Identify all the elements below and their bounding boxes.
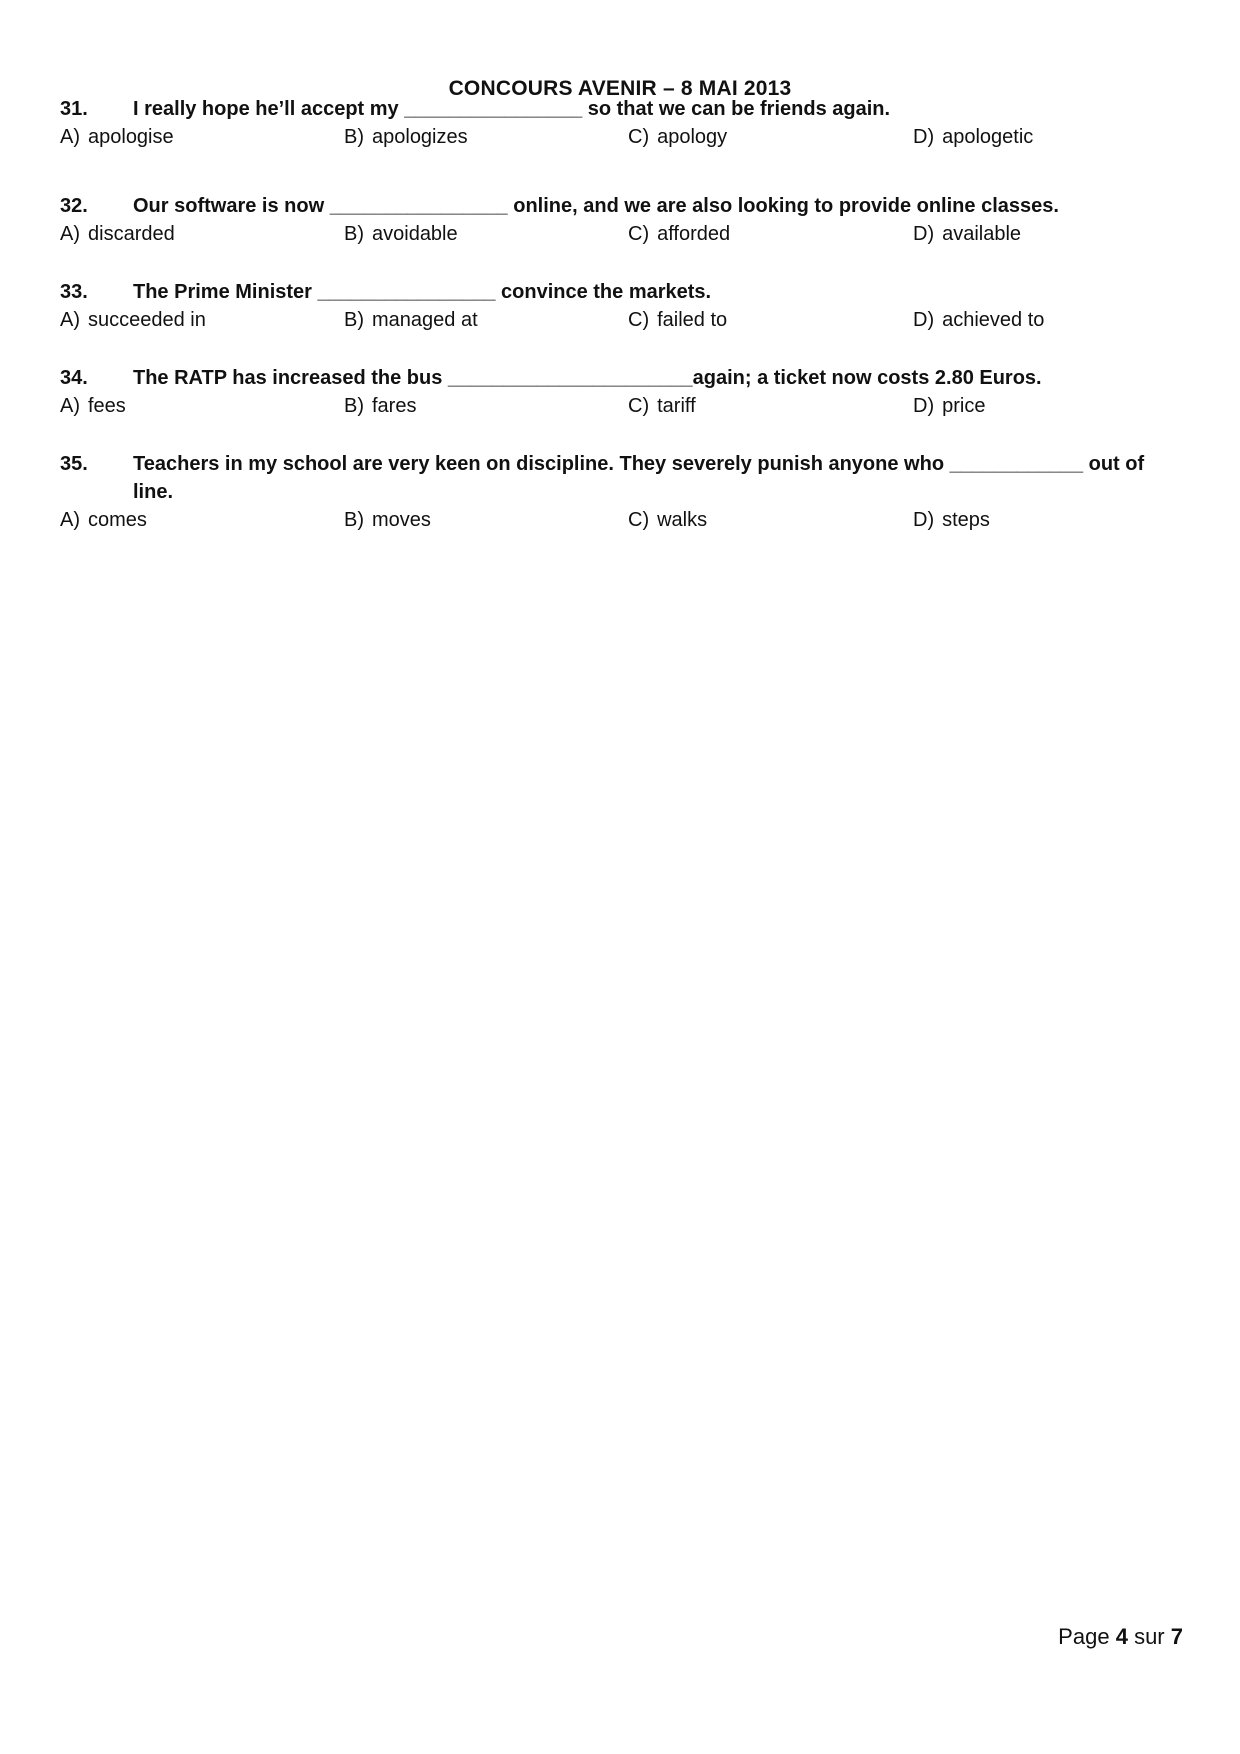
option-letter: C) [628,223,650,245]
option-b [344,506,431,534]
option-letter: D) [913,126,935,148]
option-text: apology [657,126,728,148]
page-total: 7 [1170,1624,1183,1649]
option-text: afforded [657,223,731,245]
option-letter: B) [344,126,364,148]
option-a [60,220,175,248]
option-b [344,220,458,248]
option-a [60,306,206,334]
option-letter: B) [344,395,364,417]
option-text: fees [88,395,126,417]
option-d [913,123,1033,151]
option-text: apologise [88,126,174,148]
option-text: tariff [657,395,696,417]
option-text: moves [372,509,431,531]
option-text: managed at [372,309,478,331]
option-text: succeeded in [88,309,206,331]
question-text: The Prime Minister ________________ convince the markets. [133,281,712,303]
question-33 [60,278,1170,334]
option-text: fares [372,395,417,417]
option-letter: B) [344,223,364,245]
option-letter: A) [60,223,80,245]
option-c [628,220,730,248]
question-number: 31. [60,98,88,120]
option-c [628,306,727,334]
option-text: achieved to [942,309,1045,331]
page-current: 4 [1115,1624,1128,1649]
option-b [344,392,416,420]
question-text: I really hope he’ll accept my ________________ so that we can be friends again. [133,98,891,120]
page-title: CONCOURS AVENIR – 8 MAI 2013 [448,77,792,100]
answer-options [60,306,1170,334]
question-number: 35. [60,453,88,475]
option-letter: D) [913,309,935,331]
answer-options [60,392,1170,420]
question-35 [60,450,1170,534]
option-c [628,392,696,420]
option-c [628,123,727,151]
option-b [344,123,468,151]
option-d [913,506,990,534]
option-letter: A) [60,126,80,148]
option-letter: C) [628,309,650,331]
option-letter: C) [628,395,650,417]
question-text: The RATP has increased the bus ______________________again; a ticket now costs 2.80 Euros. [133,367,1042,389]
question-number: 33. [60,281,88,303]
option-d [913,220,1021,248]
question-prompt [60,278,1170,306]
option-text: price [942,395,986,417]
question-prompt [60,95,1170,123]
question-prompt [60,192,1170,220]
option-text: failed to [657,309,728,331]
option-text: steps [942,509,990,531]
option-letter: C) [628,509,650,531]
option-b [344,306,478,334]
option-text: avoidable [372,223,458,245]
answer-options [60,220,1170,248]
option-letter: A) [60,395,80,417]
answer-options [60,123,1170,151]
option-text: available [942,223,1022,245]
page-label: Page [1058,1624,1110,1649]
question-text: Teachers in my school are very keen on discipline. They severely punish anyone who ____________ out of line. [133,453,1145,503]
sur-label: sur [1134,1624,1165,1649]
option-text: discarded [88,223,175,245]
option-d [913,392,985,420]
question-32 [60,192,1170,248]
option-a [60,123,174,151]
question-number: 32. [60,195,88,217]
option-letter: D) [913,509,935,531]
option-text: apologetic [942,126,1034,148]
option-letter: A) [60,509,80,531]
question-prompt [60,450,1170,506]
question-prompt [60,364,1170,392]
option-c [628,506,707,534]
option-text: apologizes [372,126,468,148]
answer-options [60,506,1170,534]
option-letter: B) [344,509,364,531]
question-31 [60,95,1170,151]
page-number [1058,1623,1183,1651]
option-text: walks [657,509,708,531]
question-text: Our software is now ________________ online, and we are also looking to provide online classes. [133,195,1059,217]
option-d [913,306,1044,334]
option-letter: A) [60,309,80,331]
question-number: 34. [60,367,88,389]
option-letter: D) [913,395,935,417]
question-34 [60,364,1170,420]
option-text: comes [88,509,147,531]
option-letter: B) [344,309,364,331]
option-letter: C) [628,126,650,148]
option-letter: D) [913,223,935,245]
option-a [60,506,147,534]
option-a [60,392,126,420]
